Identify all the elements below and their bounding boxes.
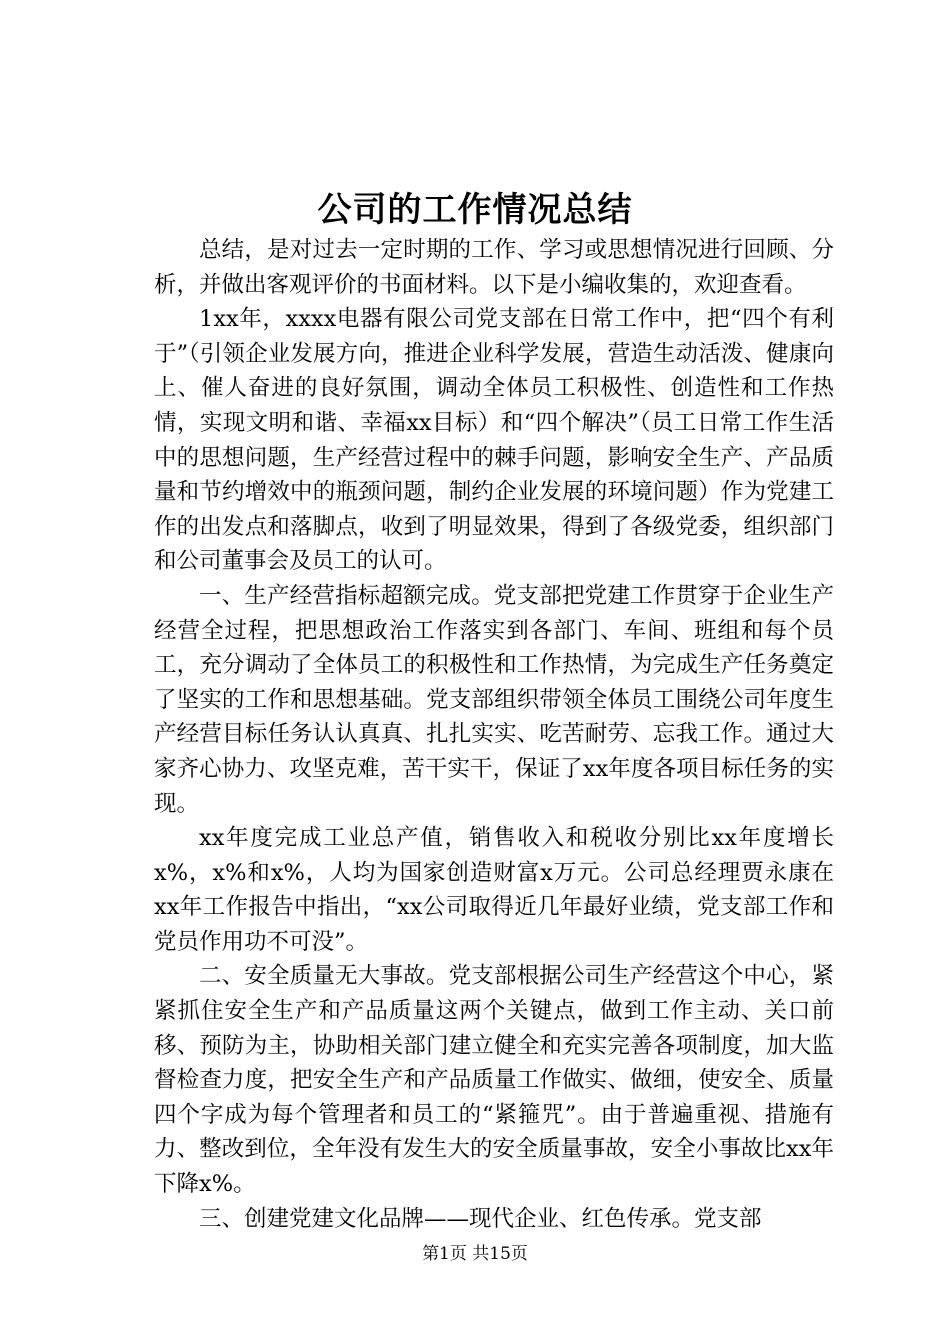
paragraph-section-1: 一、生产经营指标超额完成。党支部把党建工作贯穿于企业生产经营全过程，把思想政治工作落实到各部门、车间、班组和每个员工，充分调动了全体员工的积极性和工作热情，为完成生产任务奠定了坚实的工作和思想基础。党支部组织带领全体员工围绕公司年度生产经营目标任务认认真真、扎扎实实、吃苦耐劳、忘我工作。通过大家齐心协力、攻坚克难，苦干实干，保证了xx年度各项目标任务的实现。: [154, 582, 834, 817]
paragraph-section-3: 三、创建党建文化品牌——现代企业、红色传承。党支部: [199, 1205, 762, 1232]
paragraph-overview: 1xx年，xxxx电器有限公司党支部在日常工作中，把“四个有利于”（引领企业发展方向，推进企业科学发展，营造生动活泼、健康向上、催人奋进的良好氛围，调动全体员工积极性、创造性和工作热情，实现文明和谐、幸福xx目标）和“四个解决”（员工日常工作生活中的思想问题，生产经营过程中的棘手问题，影响安全生产、产品质量和节约增效中的瓶颈问题，制约企业发展的环境问题）作为党建工作的出发点和落脚点，收到了明显效果，得到了各级党委，组织部门和公司董事会及员工的认可。: [154, 306, 834, 575]
document-title: 公司的工作情况总结: [317, 190, 633, 230]
paragraph-intro: 总结，是对过去一定时期的工作、学习或思想情况进行回顾、分析，并做出客观评价的书面材料。以下是小编收集的，欢迎查看。: [154, 237, 834, 298]
document-body: [154, 233, 834, 1236]
paragraph-section-2: 二、安全质量无大事故。党支部根据公司生产经营这个中心，紧紧抓住安全生产和产品质量这两个关键点，做到工作主动、关口前移、预防为主，协助相关部门建立健全和充实完善各项制度，加大监督检查力度，把安全生产和产品质量工作做实、做细，使安全、质量四个字成为每个管理者和员工的“紧箍咒”。由于普遍重视、措施有力、整改到位，全年没有发生大的安全质量事故，安全小事故比xx年下降x%。: [154, 963, 834, 1198]
paragraph-output-figures: xx年度完成工业总产值，销售收入和税收分别比xx年度增长x%，x%和x%，人均为国家创造财富x万元。公司总经理贾永康在xx年工作报告中指出，“xx公司取得近几年最好业绩，党支部工作和党员作用功不可没”。: [154, 825, 834, 955]
page-footer: 第1页 共15页: [422, 1244, 528, 1264]
